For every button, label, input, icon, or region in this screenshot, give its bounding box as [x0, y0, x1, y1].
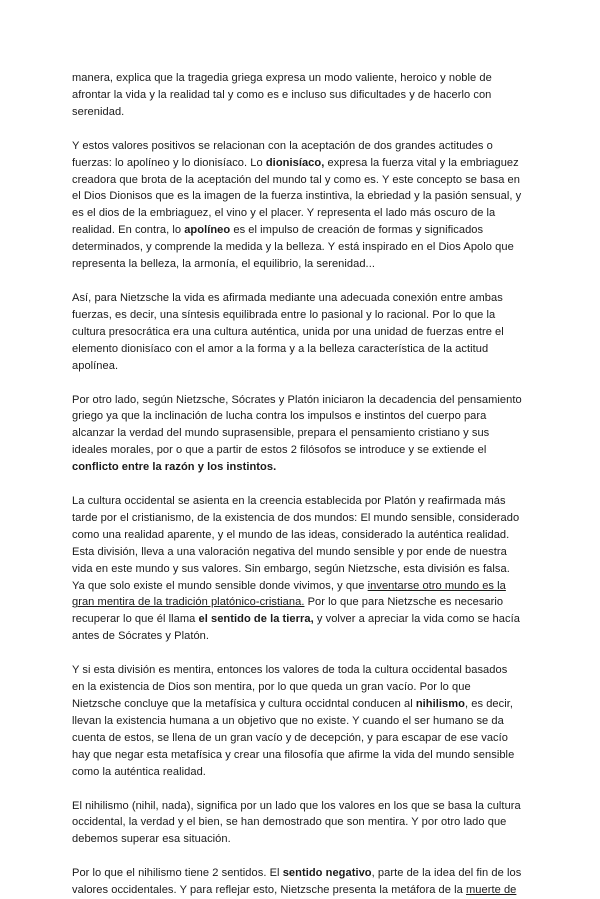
- bold-text: conflicto entre la razón y los instintos.: [72, 461, 277, 474]
- underlined-text: inventarse otro mundo es la gran mentira de la tradición platónico-cristiana.: [72, 579, 506, 609]
- text-run: manera, explica que la tragedia griega expresa un modo valiente, heroico y noble de afrontar la vida y la realidad tal y como es e incluso sus dificultades y de hacerlo con serenidad.: [72, 72, 492, 118]
- text-run: y volver a apreciar la vida como se hacía antes de Sócrates y Platón.: [72, 613, 520, 643]
- text-run: Así, para Nietzsche la vida es afirmada mediante una adecuada conexión entre ambas fuerzas, es decir, una síntesis equilibrada entre lo pasional y lo racional. Por lo que la cultura presocrática era una cultura auténtica, unida por una unidad de fuerzas entre el elemento dionisíaco con el amor a la forma y a la belleza característica de la actitud apolínea.: [72, 291, 504, 372]
- bold-text: sentido negativo: [282, 867, 372, 880]
- text-run: Por lo que el nihilismo tiene 2 sentidos. El: [72, 867, 283, 880]
- text-run: Por lo que para Nietzsche es necesario recuperar lo que él llama: [72, 596, 504, 626]
- text-run: expresa la fuerza vital y la embriaguez creadora que brota de la aceptación del mundo tal y como es. Y este concepto se basa en el Dios Dionisos que es la imagen de la fuerza instintiva, la ebriedad y la pasión sensual, y es el dios de la embriaguez, el vino y el placer. Y representa el lado más oscuro de la realidad. En contra, lo: [72, 156, 522, 237]
- bold-text: nihilismo: [415, 698, 465, 710]
- text-run: El nihilismo (nihil, nada), significa por un lado que los valores en los que se basa la cultura occidental, la verdad y el bien, se han demostrado que son mentira. Y por otro lado que debemos superar esa situación.: [72, 799, 521, 846]
- bold-text: apolíneo: [184, 224, 231, 237]
- text-run: La cultura occidental se asienta en la creencia establecida por Platón y reafirmada más tarde por el cristianismo, de la existencia de dos mundos: El mundo sensible, considerado como una realidad aparente, y el mundo de las ideas, considerado la auténtica realidad. Esta división, lleva a una valoración negativa del mundo sensible y por ende de nuestra vida en este mundo y sus valores. Sin embargo, según Nietzsche, esta división es falsa. Ya que solo existe el mundo sensible donde vivimos, y que: [72, 495, 520, 592]
- text-run: , es decir, llevan la existencia humana a un objetivo que no existe. Y cuando el ser humano se da cuenta de estos, se llena de un gran vacío y de decepción, y para escapar de ese vacío hay que negar esta metafísica y crear una filosofía que afirme la vida del mundo sensible como la auténtica realidad.: [72, 698, 515, 778]
- bold-text: dionisíaco,: [265, 156, 325, 169]
- text-run: es el impulso de creación de formas y significados determinados, y comprende la medida y la belleza. Y está inspirado en el Dios Apolo que representa la belleza, la armonía, el equilibrio, la serenidad...: [72, 224, 514, 271]
- body-paragraph: [72, 70, 522, 121]
- body-paragraph: [72, 798, 522, 849]
- body-paragraph: [72, 865, 522, 899]
- body-paragraph: [72, 493, 522, 645]
- text-run: Y estos valores positivos se relacionan con la aceptación de dos grandes actitudes o fuerzas: lo apolíneo y lo dionisíaco. Lo: [72, 139, 493, 169]
- underlined-text: muerte de: [465, 884, 517, 897]
- text-run: Por otro lado, según Nietzsche, Sócrates y Platón iniciaron la decadencia del pensamiento griego ya que la inclinación de lucha contra los impulsos e instintos del cuerpo para alcanzar la verdad del mundo suprasensible, prepara el pensamiento cristiano y sus ideales morales, por o que a partir de estos 2 filósofos se introduce y se extiende el: [72, 393, 522, 457]
- text-run: Y si esta división es mentira, entonces los valores de toda la cultura occidental basados en la existencia de Dios son mentira, por lo que queda un gran vacío. Por lo que Nietzsche concluye que la metafísica y cultura occidntal conducen al: [72, 664, 508, 710]
- bold-text: el sentido de la tierra,: [198, 613, 314, 626]
- body-paragraph: [72, 662, 522, 780]
- body-paragraph: [72, 138, 522, 273]
- text-run: , parte de la idea del fin de los valores occidentales. Y para reflejar esto, Nietzsche presenta la metáfora de la: [72, 867, 522, 897]
- body-paragraph: [72, 290, 522, 375]
- body-paragraph: [72, 392, 522, 477]
